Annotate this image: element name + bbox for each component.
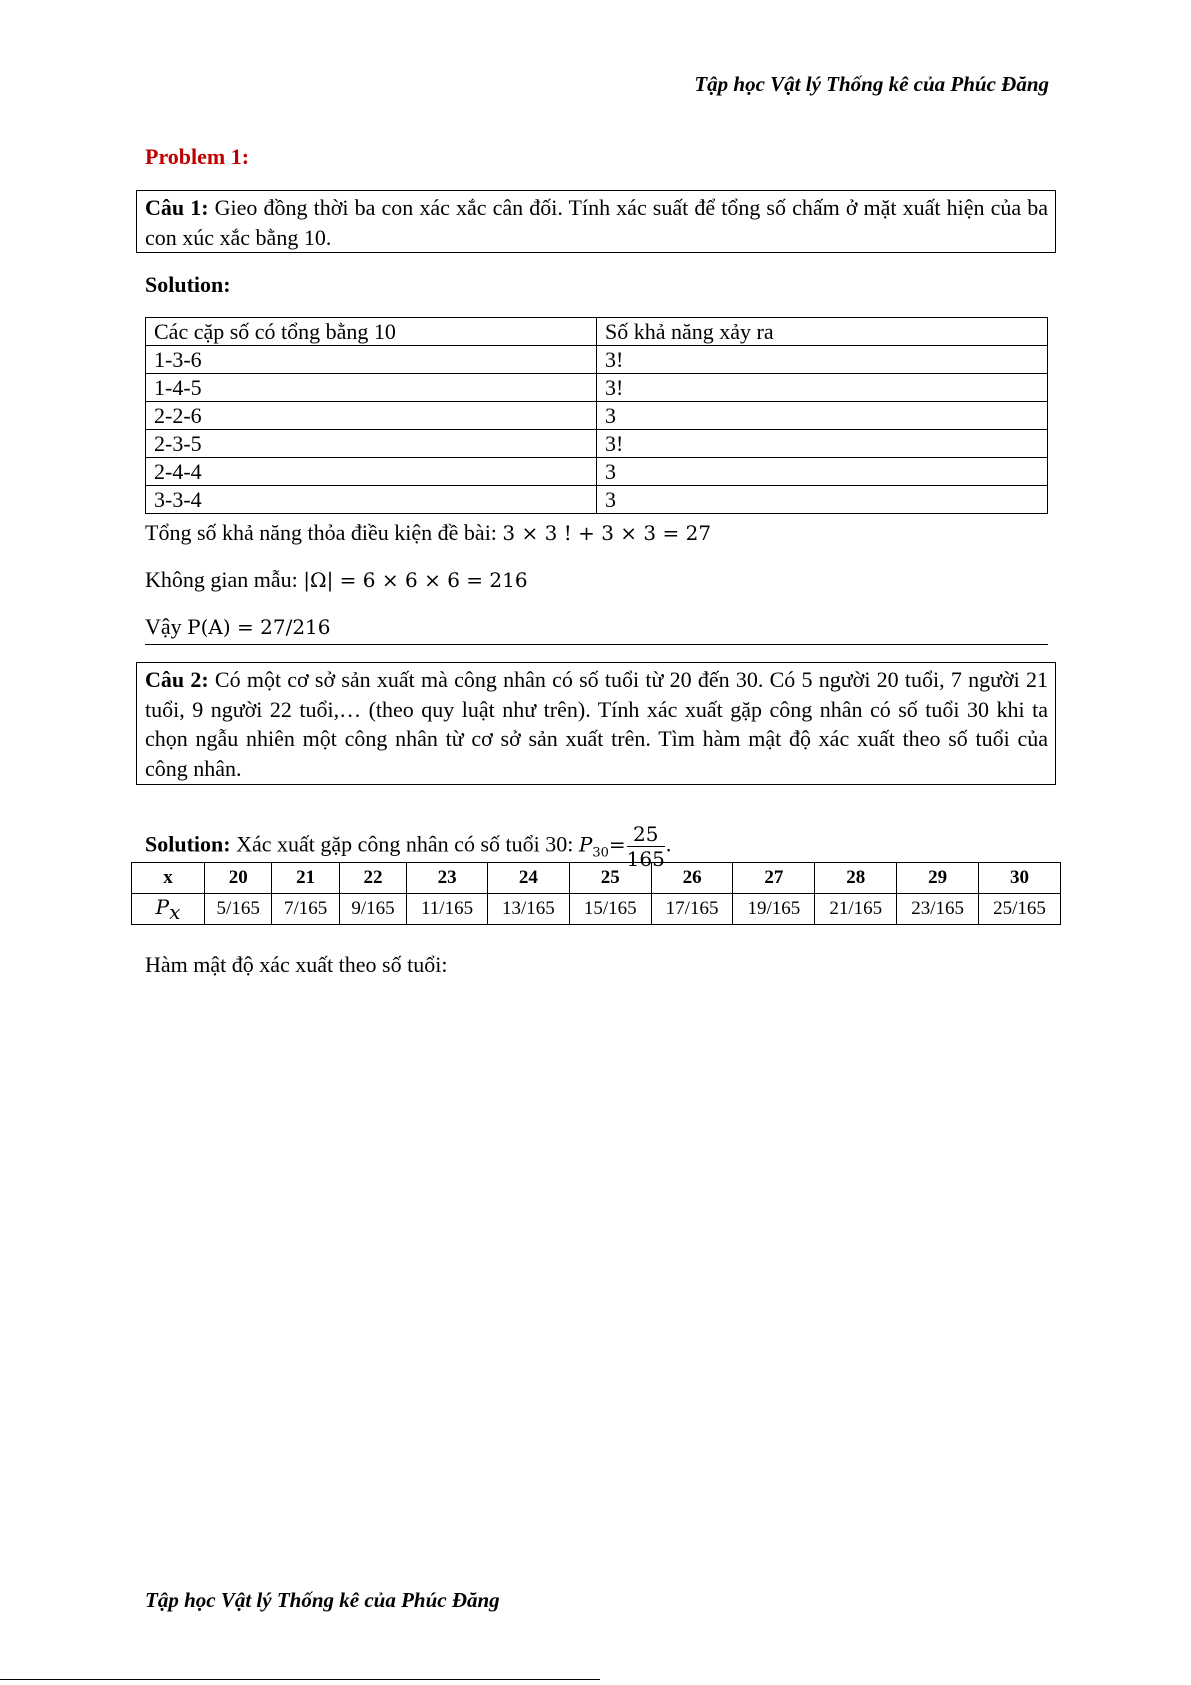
page-footer: Tập học Vật lý Thống kê của Phúc Đăng [145,1588,500,1612]
pairs-row [146,374,1048,402]
distribution-age-cell: 21 [272,863,339,894]
solution-1-label: Solution: [145,272,231,297]
distribution-x-label: x [132,863,205,894]
pairs-row [146,402,1048,430]
pairs-row [146,346,1048,374]
pairs-row [146,430,1048,458]
pairs-row [146,486,1048,514]
distribution-prob-cell: 7/165 [272,894,339,925]
problem-title: Problem 1: [145,144,250,169]
probability-text: Vậy [145,614,188,639]
sample-space-formula: |Ω| = 6 × 6 × 6 = 216 [303,568,528,592]
distribution-age-cell: 20 [205,863,272,894]
pairs-count-cell: 3 [597,486,1048,514]
question-1-text: Gieo đồng thời ba con xác xắc cân đối. Tính xác suất để tổng số chấm ở mặt xuất hiện của ba con xúc xắc bằng 10. [145,195,1048,250]
pairs-combination-cell: 2-3-5 [146,430,597,458]
distribution-age-cell: 22 [339,863,406,894]
distribution-age-cell: 27 [733,863,815,894]
question-2-box [136,662,1056,785]
pairs-header-cell: Các cặp số có tổng bằng 10 [146,318,597,346]
distribution-table [131,862,1061,925]
distribution-age-cell: 30 [979,863,1061,894]
pairs-combination-cell: 3-3-4 [146,486,597,514]
pairs-table [145,317,1048,514]
section-divider [145,644,1048,645]
footer-rule [0,1679,600,1680]
sample-space-line [145,567,528,593]
pairs-header-row [146,318,1048,346]
probability-formula: P(A) = 27/216 [187,615,331,639]
distribution-age-cell: 24 [487,863,569,894]
density-line: Hàm mật độ xác xuất theo số tuổi: [145,952,448,977]
solution-2-label: Solution: [145,831,231,857]
pairs-combination-cell: 2-4-4 [146,458,597,486]
distribution-prob-cell: 23/165 [897,894,979,925]
distribution-prob-cell: 11/165 [407,894,488,925]
pairs-row [146,458,1048,486]
distribution-prob-cell: 21/165 [815,894,897,925]
distribution-prob-cell: 9/165 [339,894,406,925]
pairs-count-cell: 3 [597,402,1048,430]
probability-line [145,614,331,640]
total-formula: 3 × 3 ! + 3 × 3 = 27 [502,521,712,545]
pairs-combination-cell: 2-2-6 [146,402,597,430]
total-text: Tổng số khả năng thỏa điều kiện đề bài: [145,520,503,545]
distribution-prob-cell: 15/165 [569,894,651,925]
distribution-prob-cell: 19/165 [733,894,815,925]
distribution-age-row [132,863,1061,894]
question-2-text: Có một cơ sở sản xuất mà công nhân có số tuổi từ 20 đến 30. Có 5 người 20 tuổi, 7 người 21 tuổi, 9 người 22 tuổi,… (theo quy luật như trên). Tính xác xuất gặp công nhân có số tuổi 30 khi ta chọn ngẫu nhiên một công nhân từ cơ sở sản xuất trên. Tìm hàm mật độ xác xuất theo số tuổi của công nhân. [145,667,1048,781]
distribution-age-cell: 23 [407,863,488,894]
solution-2-line: Solution: Xác xuất gặp công nhân có số tuổi 30: $P_{30}=$ $\frac{25}{165}$ . [145,822,672,871]
distribution-prob-cell: 13/165 [487,894,569,925]
distribution-prob-cell: 17/165 [651,894,733,925]
page-header: Tập học Vật lý Thống kê của Phúc Đăng [694,72,1049,96]
distribution-age-cell: 25 [569,863,651,894]
distribution-age-cell: 28 [815,863,897,894]
distribution-age-cell: 26 [651,863,733,894]
pairs-combination-cell: 1-3-6 [146,346,597,374]
pairs-header-cell: Số khả năng xảy ra [597,318,1048,346]
p30-numerator: 25 [627,822,665,847]
pairs-count-cell: 3 [597,458,1048,486]
distribution-age-cell: 29 [897,863,979,894]
question-1-box [136,190,1056,253]
total-line [145,520,711,546]
distribution-prob-cell: 5/165 [205,894,272,925]
p30-denominator: 165 [626,847,665,871]
p30-subscript: 30 [592,845,609,861]
pairs-count-cell: 3! [597,430,1048,458]
question-2-label: Câu 2: [145,667,209,692]
solution-2-text: Xác xuất gặp công nhân có số tuổi 30: [230,831,579,857]
sample-space-text: Không gian mẫu: [145,567,304,592]
distribution-prob-cell: 25/165 [979,894,1061,925]
p30-symbol: P [578,832,593,857]
distribution-prob-row [132,894,1061,925]
distribution-p-label: $P_x$ [132,894,205,925]
pairs-combination-cell: 1-4-5 [146,374,597,402]
pairs-count-cell: 3! [597,346,1048,374]
question-1-label: Câu 1: [145,195,209,220]
pairs-count-cell: 3! [597,374,1048,402]
